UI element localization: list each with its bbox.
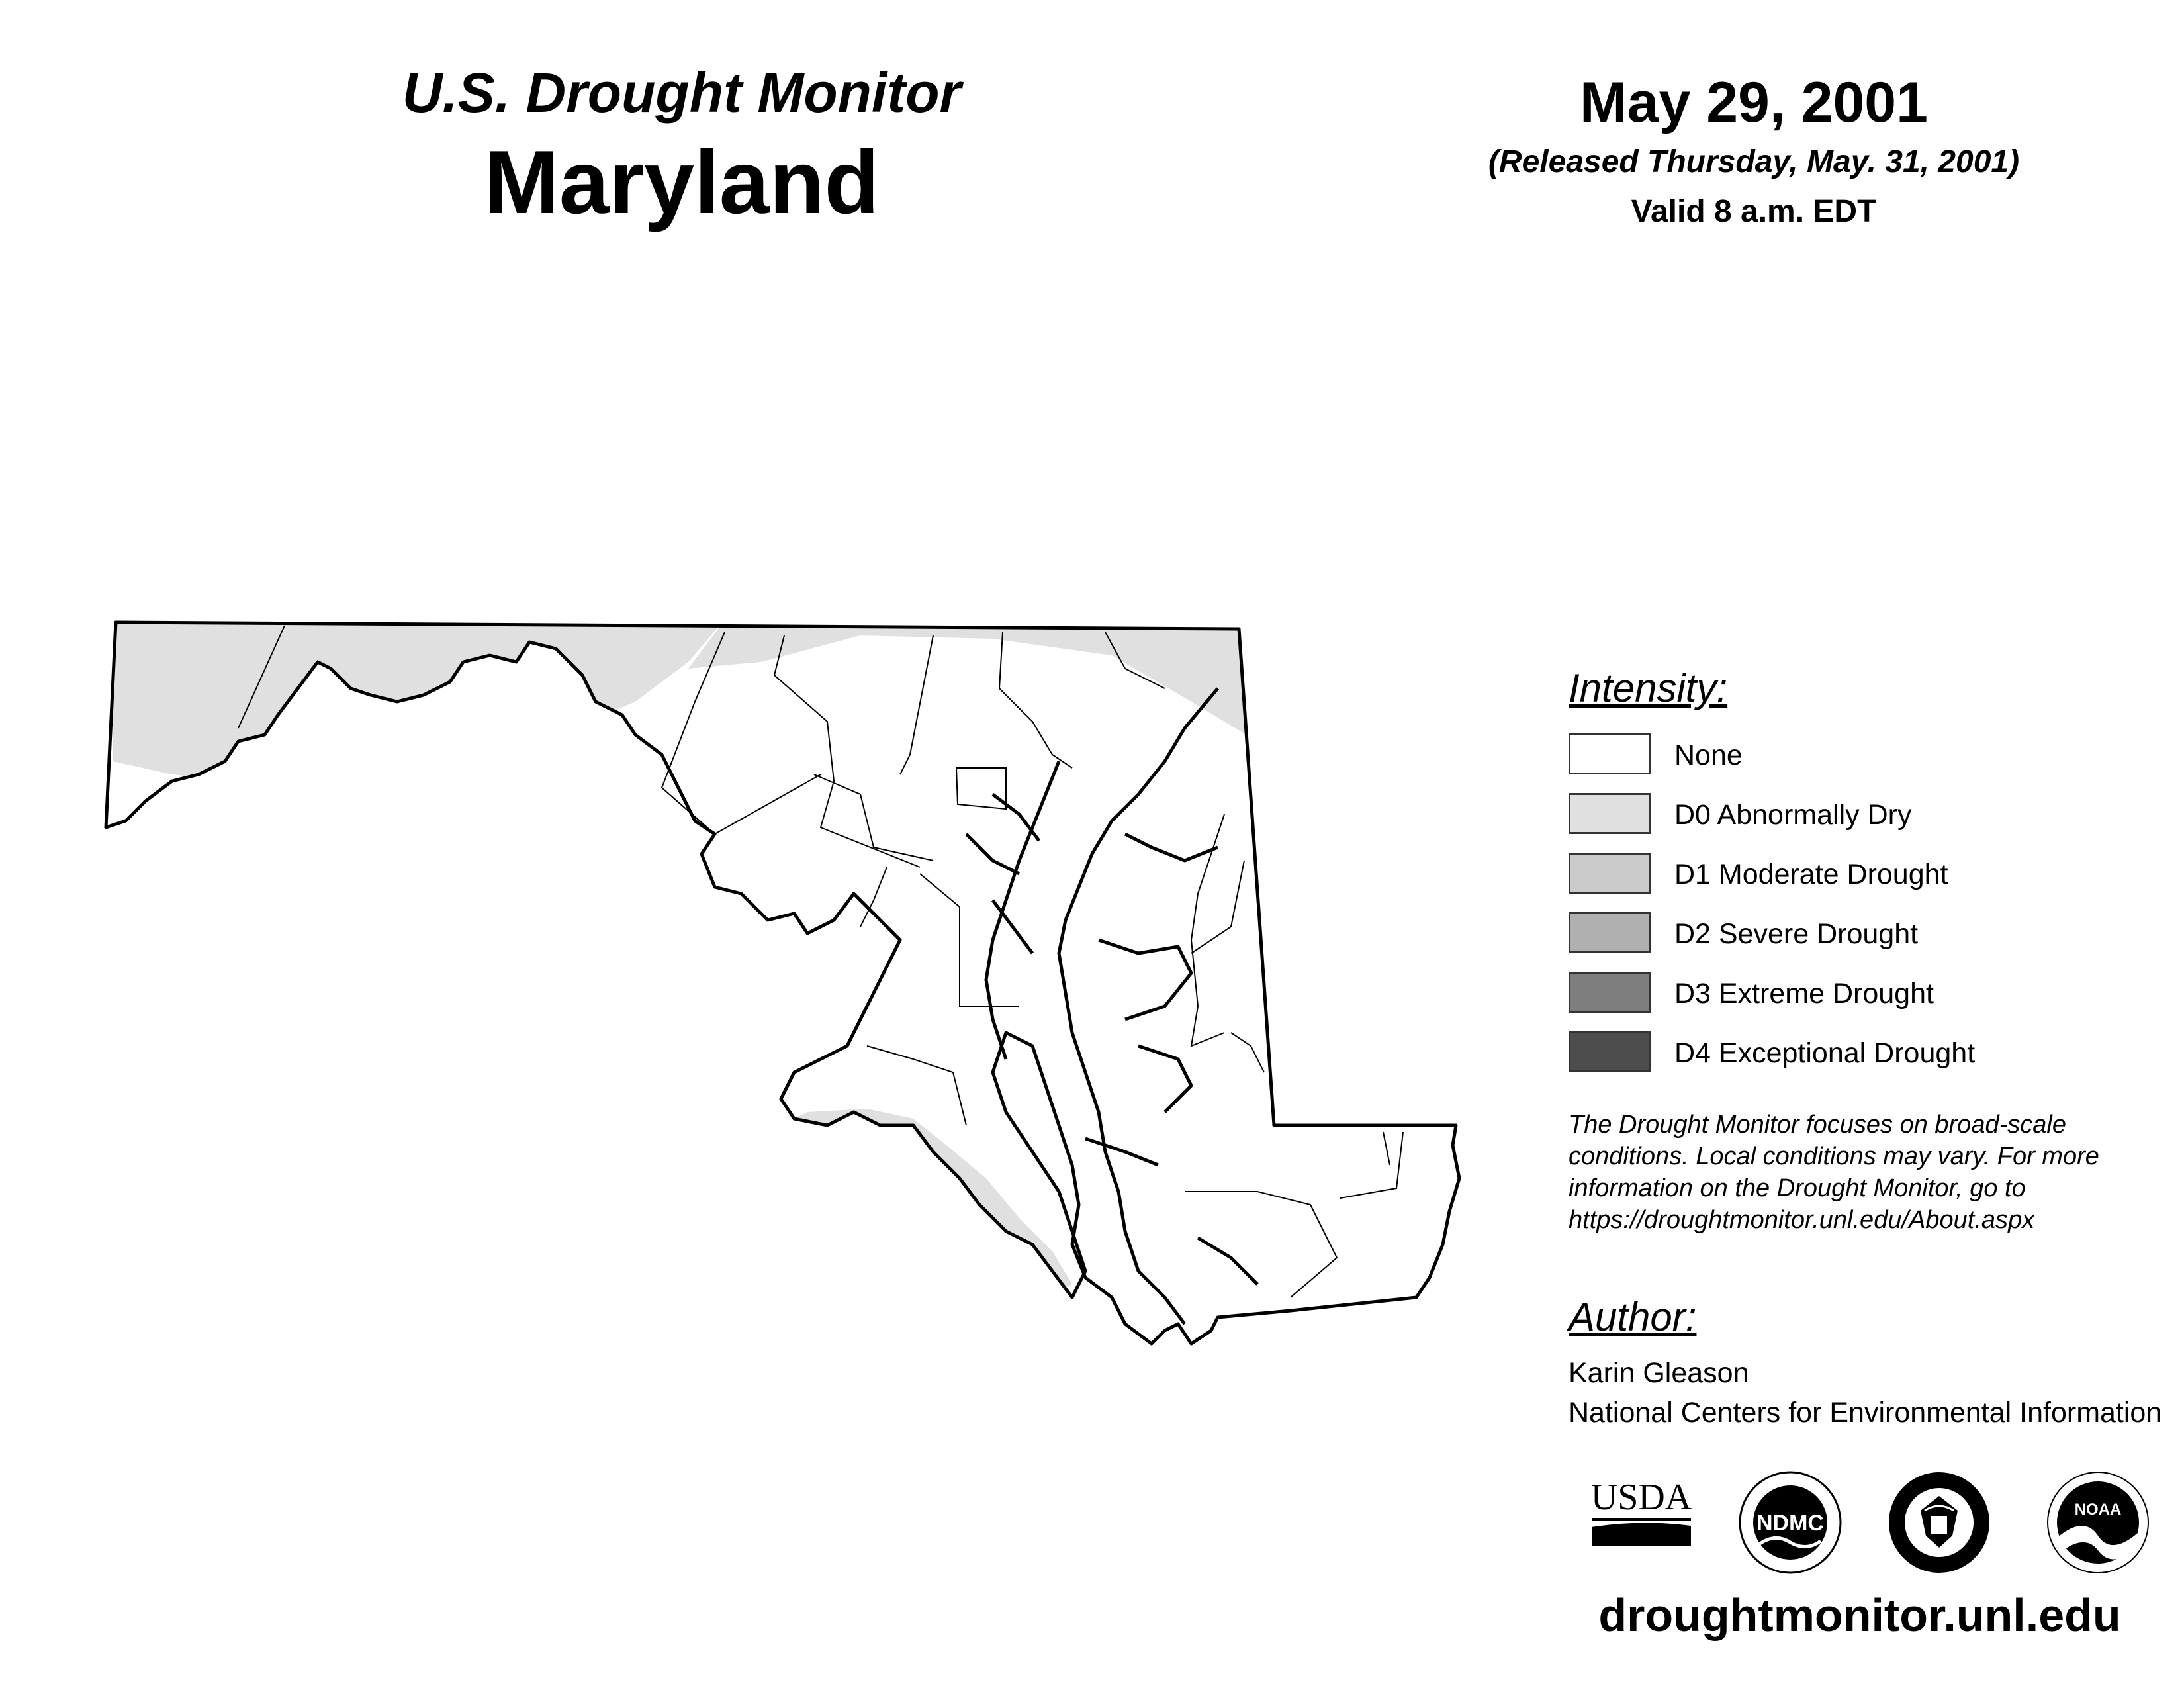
legend-swatch <box>1569 793 1651 834</box>
legend-swatch <box>1569 853 1651 894</box>
d0-area-south <box>781 1109 1072 1297</box>
department-of-commerce-seal-icon <box>1886 1470 1992 1575</box>
legend-swatch <box>1569 972 1651 1013</box>
state-title: Maryland <box>484 132 880 232</box>
release-date: (Released Thursday, May. 31, 2001) <box>1488 144 2020 179</box>
disclaimer-text: The Drought Monitor focuses on broad-scale conditions. Local conditions may vary. For more information on the Drought Monitor, go to https://droughtmonitor.unl.edu/About.aspx <box>1569 1111 2099 1234</box>
map-date: May 29, 2001 <box>1580 71 1928 134</box>
legend-label: D1 Moderate Drought <box>1674 859 1948 890</box>
ndmc-logo-text: NDMC <box>1756 1511 1824 1536</box>
legend-swatch <box>1569 912 1651 953</box>
legend-label: D4 Exceptional Drought <box>1674 1037 1976 1069</box>
legend-swatch <box>1569 733 1651 774</box>
state-outline <box>106 622 1459 1344</box>
legend-label: D3 Extreme Drought <box>1674 978 1934 1009</box>
legend-label: D2 Severe Drought <box>1674 918 1919 950</box>
author-heading: Author: <box>1569 1295 1697 1339</box>
legend-label: None <box>1674 739 1743 771</box>
author-name: Karin Gleason <box>1569 1357 1749 1389</box>
legend-label: D0 Abnormally Dry <box>1674 799 1912 831</box>
legend-heading: Intensity: <box>1569 666 1728 710</box>
website-link[interactable]: droughtmonitor.unl.edu <box>1598 1589 2121 1641</box>
d0-area-west <box>113 616 728 781</box>
usda-logo-text: USDA <box>1590 1479 1692 1518</box>
usda-logo <box>1585 1479 1698 1552</box>
noaa-logo <box>2045 1470 2151 1575</box>
ndmc-logo <box>1737 1470 1843 1575</box>
d0-area-northeast <box>688 616 1257 741</box>
map-super-title: U.S. Drought Monitor <box>402 62 962 124</box>
legend-swatch <box>1569 1031 1651 1072</box>
valid-time: Valid 8 a.m. EDT <box>1631 194 1877 229</box>
county-boundaries <box>238 626 1403 1297</box>
author-organization: National Centers for Environmental Information <box>1569 1397 2162 1429</box>
noaa-logo-text: NOAA <box>2074 1501 2122 1519</box>
